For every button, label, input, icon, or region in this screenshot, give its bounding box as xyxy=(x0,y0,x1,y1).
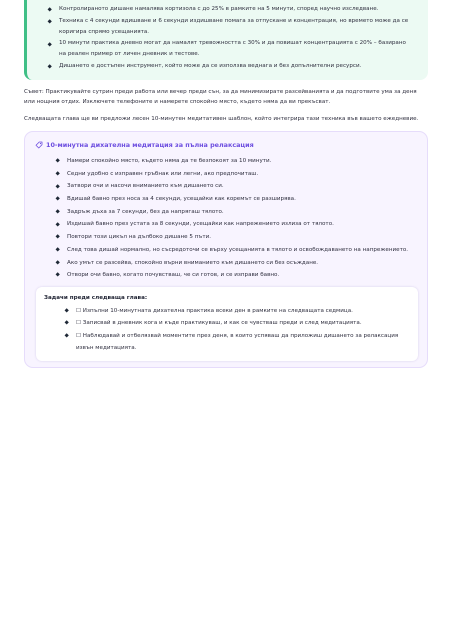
list-item: Седни удобно с изправен гръбнак или легни, ако предпочиташ. xyxy=(53,168,415,181)
tag-icon xyxy=(35,141,43,149)
list-item: Техника с 4 секунди вдишване и 6 секунди издишване помага за отпускане и концентрация, но времето може да се коригира спрямо усещанията. xyxy=(45,16,414,38)
meditation-steps xyxy=(53,155,415,282)
list-item: Вдишай бавно през носа за 4 секунди, усещайки как коремът се разширява. xyxy=(53,193,415,206)
tasks-card xyxy=(36,287,418,361)
next-chapter-paragraph: Следващата глава ще ви предложи лесен 10-минутен медитативен шаблон, който интегрира тази техника във вашето ежедневие. xyxy=(24,116,419,122)
list-item: Задръж дъха за 7 секунди, без да напрягаш тялото. xyxy=(53,206,415,219)
task-item[interactable]: ☐ Записвай в дневник кога и къде практикуваш, и как се чувстваш преди и след медитацията. xyxy=(62,317,408,329)
list-item: Затвори очи и насочи вниманието към дишането си. xyxy=(53,180,415,193)
tasks-list xyxy=(62,305,408,354)
list-item: Ако умът се разсейва, спокойно върни вниманието към дишането си без осъждане. xyxy=(53,257,415,270)
tasks-title: Задачи преди следваща глава: xyxy=(44,295,148,301)
list-item: 10 минути практика дневно могат да намалят тревожността с 30% и да повишат концентрацията с 20% – базирано на реален пример от личен дневник и тестове. xyxy=(45,38,414,60)
meditation-title-text: 10-минутна дихателна медитация за пълна релаксация xyxy=(46,141,254,149)
list-item: Дишането е достъпен инструмент, който може да се използва веднага и без допълнителни ресурси. xyxy=(45,61,414,72)
list-item: Намери спокойно място, където няма да те безпокоят за 10 минути. xyxy=(53,155,415,168)
meditation-box xyxy=(24,131,428,368)
meditation-title xyxy=(35,141,415,149)
task-item[interactable]: ☐ Изпълни 10-минутната дихателна практика всеки ден в рамките на следващата седмица. xyxy=(62,305,408,317)
task-item[interactable]: ☐ Наблюдавай и отбелязвай моментите през деня, в които успяваш да приложиш дишането за релаксация извън медитацията. xyxy=(62,330,408,355)
list-item: Контролираното дишане намалява кортизола с до 25% в рамките на 5 минути, според научно изследване. xyxy=(45,4,414,15)
list-item: След това дишай нормално, но съсредоточи се върху усещанията в тялото и освобождаването на напрежението. xyxy=(53,244,415,257)
list-item: Издишай бавно през устата за 8 секунди, усещайки как напрежението излиза от тялото. xyxy=(53,218,415,231)
tip-paragraph: Съвет: Практикувайте сутрин преди работа или вечер преди сън, за да минимизирате разсейванията и да подготвите ума за деня или нощния отдих. Изключете телефоните и намерете спокойно място, където няма да ви прекъсват. xyxy=(24,89,417,106)
key-takeaways-list xyxy=(45,4,414,72)
list-item: Отвори очи бавно, когато почувстваш, че си готов, и се изправи бавно. xyxy=(53,269,415,282)
key-takeaways-box xyxy=(24,0,428,80)
list-item: Повтори този цикъл на дълбоко дишане 5 пъти. xyxy=(53,231,415,244)
